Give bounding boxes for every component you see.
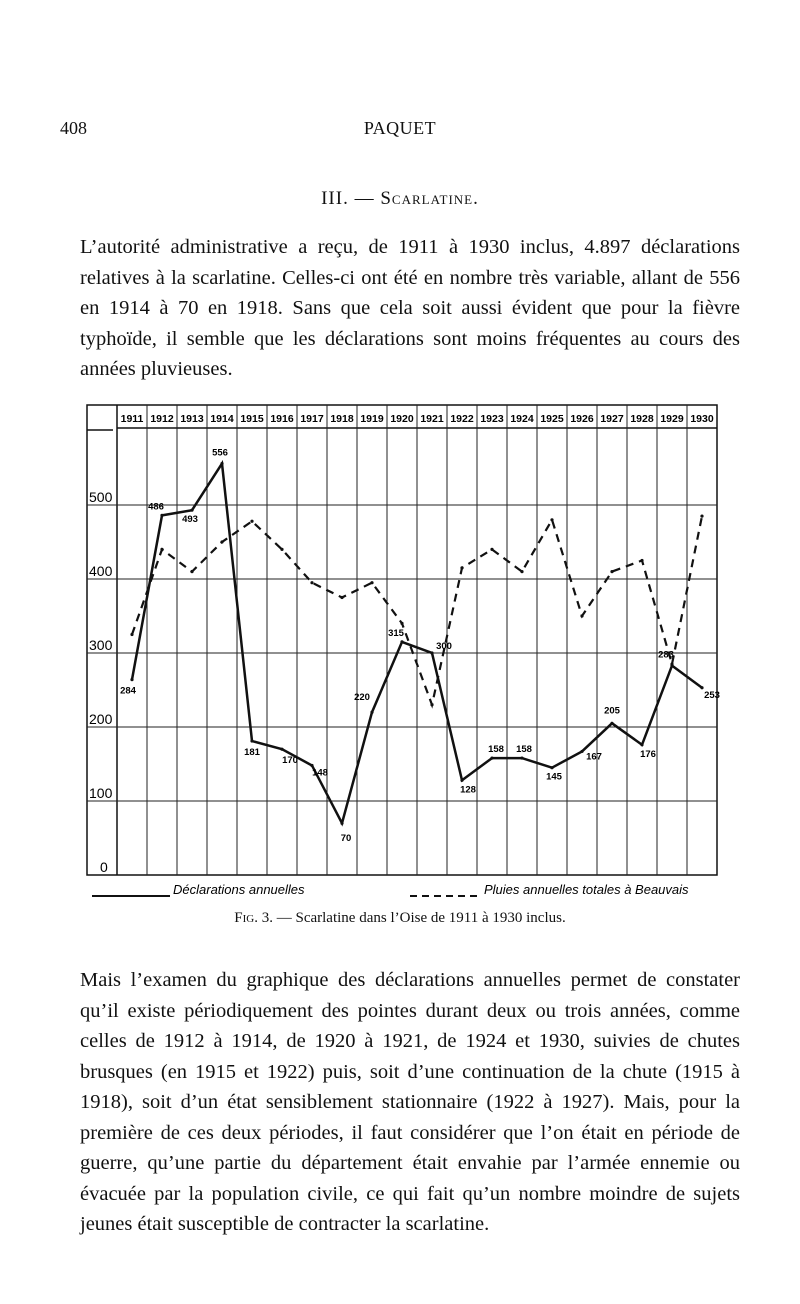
chart-data-labels (120, 448, 720, 845)
data-label-declarations: 493 (182, 514, 198, 526)
y-tick-label: 100 (89, 785, 113, 801)
data-label-declarations: 220 (354, 692, 370, 704)
point-rainfall (340, 596, 343, 599)
x-tick-label: 1930 (690, 413, 714, 425)
data-label-declarations: 300 (436, 641, 452, 652)
y-tick-label: 400 (89, 563, 113, 579)
page-number: 408 (60, 118, 87, 138)
point-rainfall (190, 570, 193, 573)
point-rainfall (280, 548, 283, 551)
point-rainfall (520, 570, 523, 573)
point-declarations (280, 748, 283, 751)
figure-caption-text: — Scarlatine dans l’Oise de 1911 à 1930 inclus. (272, 910, 566, 926)
data-label-declarations: 70 (340, 833, 352, 845)
point-rainfall (580, 614, 583, 617)
point-rainfall (310, 581, 313, 584)
legend-label-rainfall: Pluies annuelles totales à Beauvais (484, 882, 689, 897)
point-rainfall (400, 622, 403, 625)
x-tick-label: 1920 (390, 413, 414, 425)
point-rainfall (550, 518, 553, 521)
chart-legend (92, 882, 689, 897)
figure-caption (0, 910, 800, 927)
point-declarations (610, 722, 613, 725)
x-tick-label: 1914 (210, 413, 234, 425)
point-declarations (370, 711, 373, 714)
y-tick-label: 500 (89, 489, 113, 505)
point-declarations (640, 743, 643, 746)
point-declarations (130, 678, 133, 681)
section-title: III. — Scarlatine. (321, 188, 479, 209)
x-tick-label: 1929 (660, 413, 684, 425)
point-declarations (190, 509, 193, 512)
data-label-declarations: 283 (658, 649, 674, 661)
point-declarations (400, 640, 403, 643)
x-tick-label: 1919 (360, 413, 384, 425)
point-rainfall (490, 548, 493, 551)
x-tick-label: 1917 (300, 413, 324, 425)
data-label-declarations: 145 (546, 771, 562, 783)
figure-number: Fig. 3. (234, 910, 273, 926)
x-tick-label: 1924 (510, 413, 534, 425)
point-rainfall (370, 581, 373, 584)
point-declarations (160, 514, 163, 517)
x-tick-label: 1915 (240, 413, 264, 425)
point-rainfall (130, 633, 133, 636)
y-tick-label: 300 (89, 637, 113, 653)
data-label-declarations: 556 (212, 447, 228, 459)
x-tick-label: 1928 (630, 413, 654, 425)
point-rainfall (460, 566, 463, 569)
point-declarations (250, 739, 253, 742)
paragraph-intro: L’autorité administrative a reçu, de 1911 à 1930 inclus, 4.897 déclarations relatives à la scarlatine. Celles-ci ont été en nombre très variable, allant de 556 en 1914 à 70 en 1918. Sans que cela soit aussi évident que pour la fièvre typhoïde, il semble que les déclarations sont moins fréquentes au cours des années pluvieuses. (80, 236, 740, 380)
running-head: PAQUET (363, 118, 437, 138)
point-declarations (430, 651, 433, 654)
y-axis-ticks (89, 489, 113, 875)
y-tick-label: 0 (100, 859, 108, 875)
data-label-declarations: 181 (244, 747, 260, 759)
x-tick-label: 1922 (450, 413, 474, 425)
point-rainfall (160, 548, 163, 551)
x-tick-label: 1927 (600, 413, 624, 425)
point-declarations (220, 462, 223, 465)
data-label-declarations: 170 (282, 755, 298, 767)
x-tick-label: 1925 (540, 413, 564, 425)
x-tick-label: 1911 (120, 413, 144, 425)
chart-frame (87, 405, 717, 875)
point-declarations (580, 750, 583, 753)
data-label-declarations: 205 (604, 705, 620, 717)
data-label-declarations: 315 (388, 627, 404, 639)
data-label-declarations: 253 (704, 689, 720, 701)
chart-border (87, 405, 717, 875)
point-rainfall (610, 570, 613, 573)
x-tick-label: 1918 (330, 413, 354, 425)
data-label-declarations: 167 (586, 751, 602, 763)
x-tick-label: 1916 (270, 413, 294, 425)
point-declarations (520, 756, 523, 759)
data-label-declarations: 148 (312, 767, 328, 779)
data-label-declarations: 128 (460, 784, 476, 796)
point-rainfall (430, 703, 433, 706)
data-label-declarations: 284 (120, 685, 136, 697)
chart-grid (87, 405, 717, 875)
data-label-declarations: 176 (640, 748, 656, 760)
data-label-declarations: 158 (516, 744, 532, 756)
point-rainfall (220, 540, 223, 543)
point-declarations (490, 756, 493, 759)
point-rainfall (700, 515, 703, 518)
paragraph-analysis: Mais l’examen du graphique des déclarations annuelles permet de constater qu’il existe périodiquement des pointes durant deux ou trois années, comme celles de 1912 à 1914, de 1920 à 1921, de 1924 et 1930, suivies de chutes brusques (en 1915 et 1922) puis, soit d’une continuation de la chute (1915 à 1918), soit d’un état sensiblement stationnaire (1922 à 1927). Mais, pour la première de ces deux périodes, il faut considérer que l’on était en période de guerre, qu’une partie du département était envahie par l’armée ennemie ou évacuée par la population civile, ce qui fait qu’un nombre moindre de sujets jeunes était susceptible de contracter la scarlatine. (80, 969, 740, 1235)
data-label-declarations: 486 (148, 501, 164, 513)
y-tick-label: 200 (89, 711, 113, 727)
x-tick-label: 1923 (480, 413, 504, 425)
point-declarations (550, 766, 553, 769)
point-declarations (460, 779, 463, 782)
x-tick-label: 1913 (180, 413, 204, 425)
x-tick-label: 1926 (570, 413, 594, 425)
point-rainfall (670, 663, 673, 666)
x-tick-label: 1912 (150, 413, 174, 425)
data-label-declarations: 158 (488, 744, 504, 756)
x-tick-label: 1921 (420, 413, 444, 425)
point-declarations (340, 822, 343, 825)
legend-label-declarations: Déclarations annuelles (173, 882, 305, 897)
point-rainfall (640, 559, 643, 562)
point-rainfall (250, 520, 253, 523)
